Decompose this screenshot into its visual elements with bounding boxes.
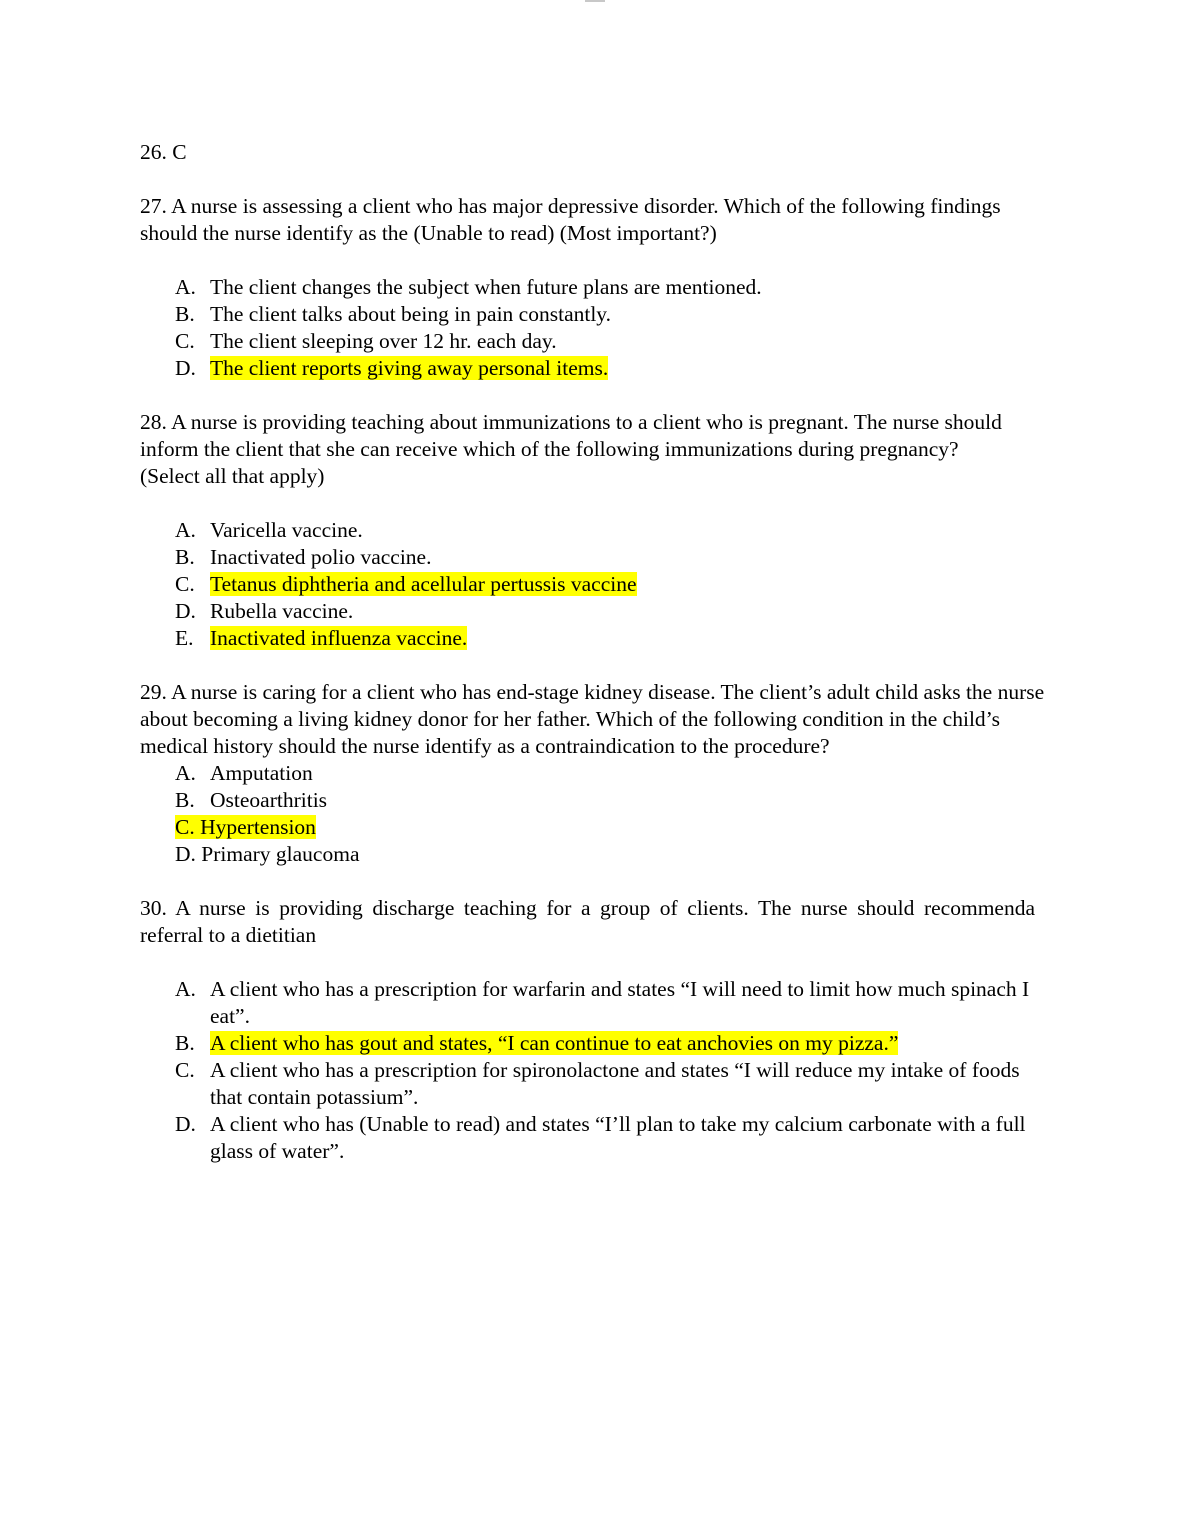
option-text: Inactivated polio vaccine. [210,545,432,569]
q30-option-a [140,976,1040,1030]
q28-option-b [140,544,1040,571]
option-text: The client talks about being in pain constantly. [210,302,612,326]
option-text: Amputation [210,761,313,785]
q27-options [140,274,1040,382]
document-page [140,139,1045,1165]
q30-option-d [140,1111,1040,1165]
option-letter: B. [175,545,195,569]
q29-stem: 29. A nurse is caring for a client who has end-stage kidney disease. The client’s adult child asks the nurse about becoming a living kidney donor for her father. Which of the following condition in the child’s medical history should the nurse identify as a contraindication to the procedure? [140,680,1045,758]
option-text: A client who has (Unable to read) and states “I’ll plan to take my calcium carbonate with a full glass of water”. [210,1112,1026,1163]
option-letter: B. [175,302,195,326]
option-letter: D. [175,356,196,380]
q26-answer: 26. C [140,140,187,164]
option-text-highlighted: Inactivated influenza vaccine. [210,626,468,650]
q28-stem: 28. A nurse is providing teaching about immunizations to a client who is pregnant. The nurse should inform the client that she can receive which of the following immunizations during pregnancy? (Select all that apply) [140,410,1002,488]
q27-option-b [140,301,1040,328]
option-text-highlighted: The client reports giving away personal items. [210,356,609,380]
q28-option-c [140,571,1040,598]
q30-option-b [140,1030,1040,1057]
option-text: A client who has a prescription for warfarin and states “I will need to limit how much spinach I eat”. [210,977,1030,1028]
option-letter: C. [175,572,195,596]
option-text: Osteoarthritis [210,788,328,812]
q30-option-c [140,1057,1040,1111]
option-letter: A. [175,761,196,785]
option-text: The client sleeping over 12 hr. each day. [210,329,557,353]
option-text-highlighted: A client who has gout and states, “I can continue to eat anchovies on my pizza.” [210,1031,899,1055]
option-letter: C. [175,1058,195,1082]
option-text-highlighted: Tetanus diphtheria and acellular pertussis vaccine [210,572,637,596]
q28-option-e [140,625,1040,652]
option-letter: B. [175,788,195,812]
q28-options [140,517,1040,652]
option-letter: D. [175,1112,196,1136]
option-letter: A. [175,275,196,299]
option-letter: A. [175,518,196,542]
q29-options [140,760,1040,868]
q27-option-d [140,355,1040,382]
q29-option-d [140,841,1040,868]
q27-option-a [140,274,1040,301]
option-text: Rubella vaccine. [210,599,354,623]
option-letter: D. [175,599,196,623]
option-text: The client changes the subject when future plans are mentioned. [210,275,762,299]
q29-option-b [140,787,1040,814]
q27-option-c [140,328,1040,355]
option-letter: C. [175,329,195,353]
option-text: Varicella vaccine. [210,518,363,542]
q30-stem: 30. A nurse is providing discharge teaching for a group of clients. The nurse should recommenda referral to a dietitian [140,896,1035,947]
q27-stem: 27. A nurse is assessing a client who has major depressive disorder. Which of the following findings should the nurse identify as the (Unable to read) (Most important?) [140,194,1001,245]
option-text: A client who has a prescription for spironolactone and states “I will reduce my intake of foods that contain potassium”. [210,1058,1020,1109]
option-letter: B. [175,1031,195,1055]
option-text-highlighted: C. Hypertension [175,815,316,839]
option-text: D. Primary glaucoma [175,842,360,866]
q28-option-d [140,598,1040,625]
option-letter: A. [175,977,196,1001]
q29-option-a [140,760,1040,787]
page-top-mark [585,0,605,2]
q30-options [140,976,1040,1165]
q28-option-a [140,517,1040,544]
option-letter: E. [175,626,194,650]
q29-option-c [140,814,1040,841]
